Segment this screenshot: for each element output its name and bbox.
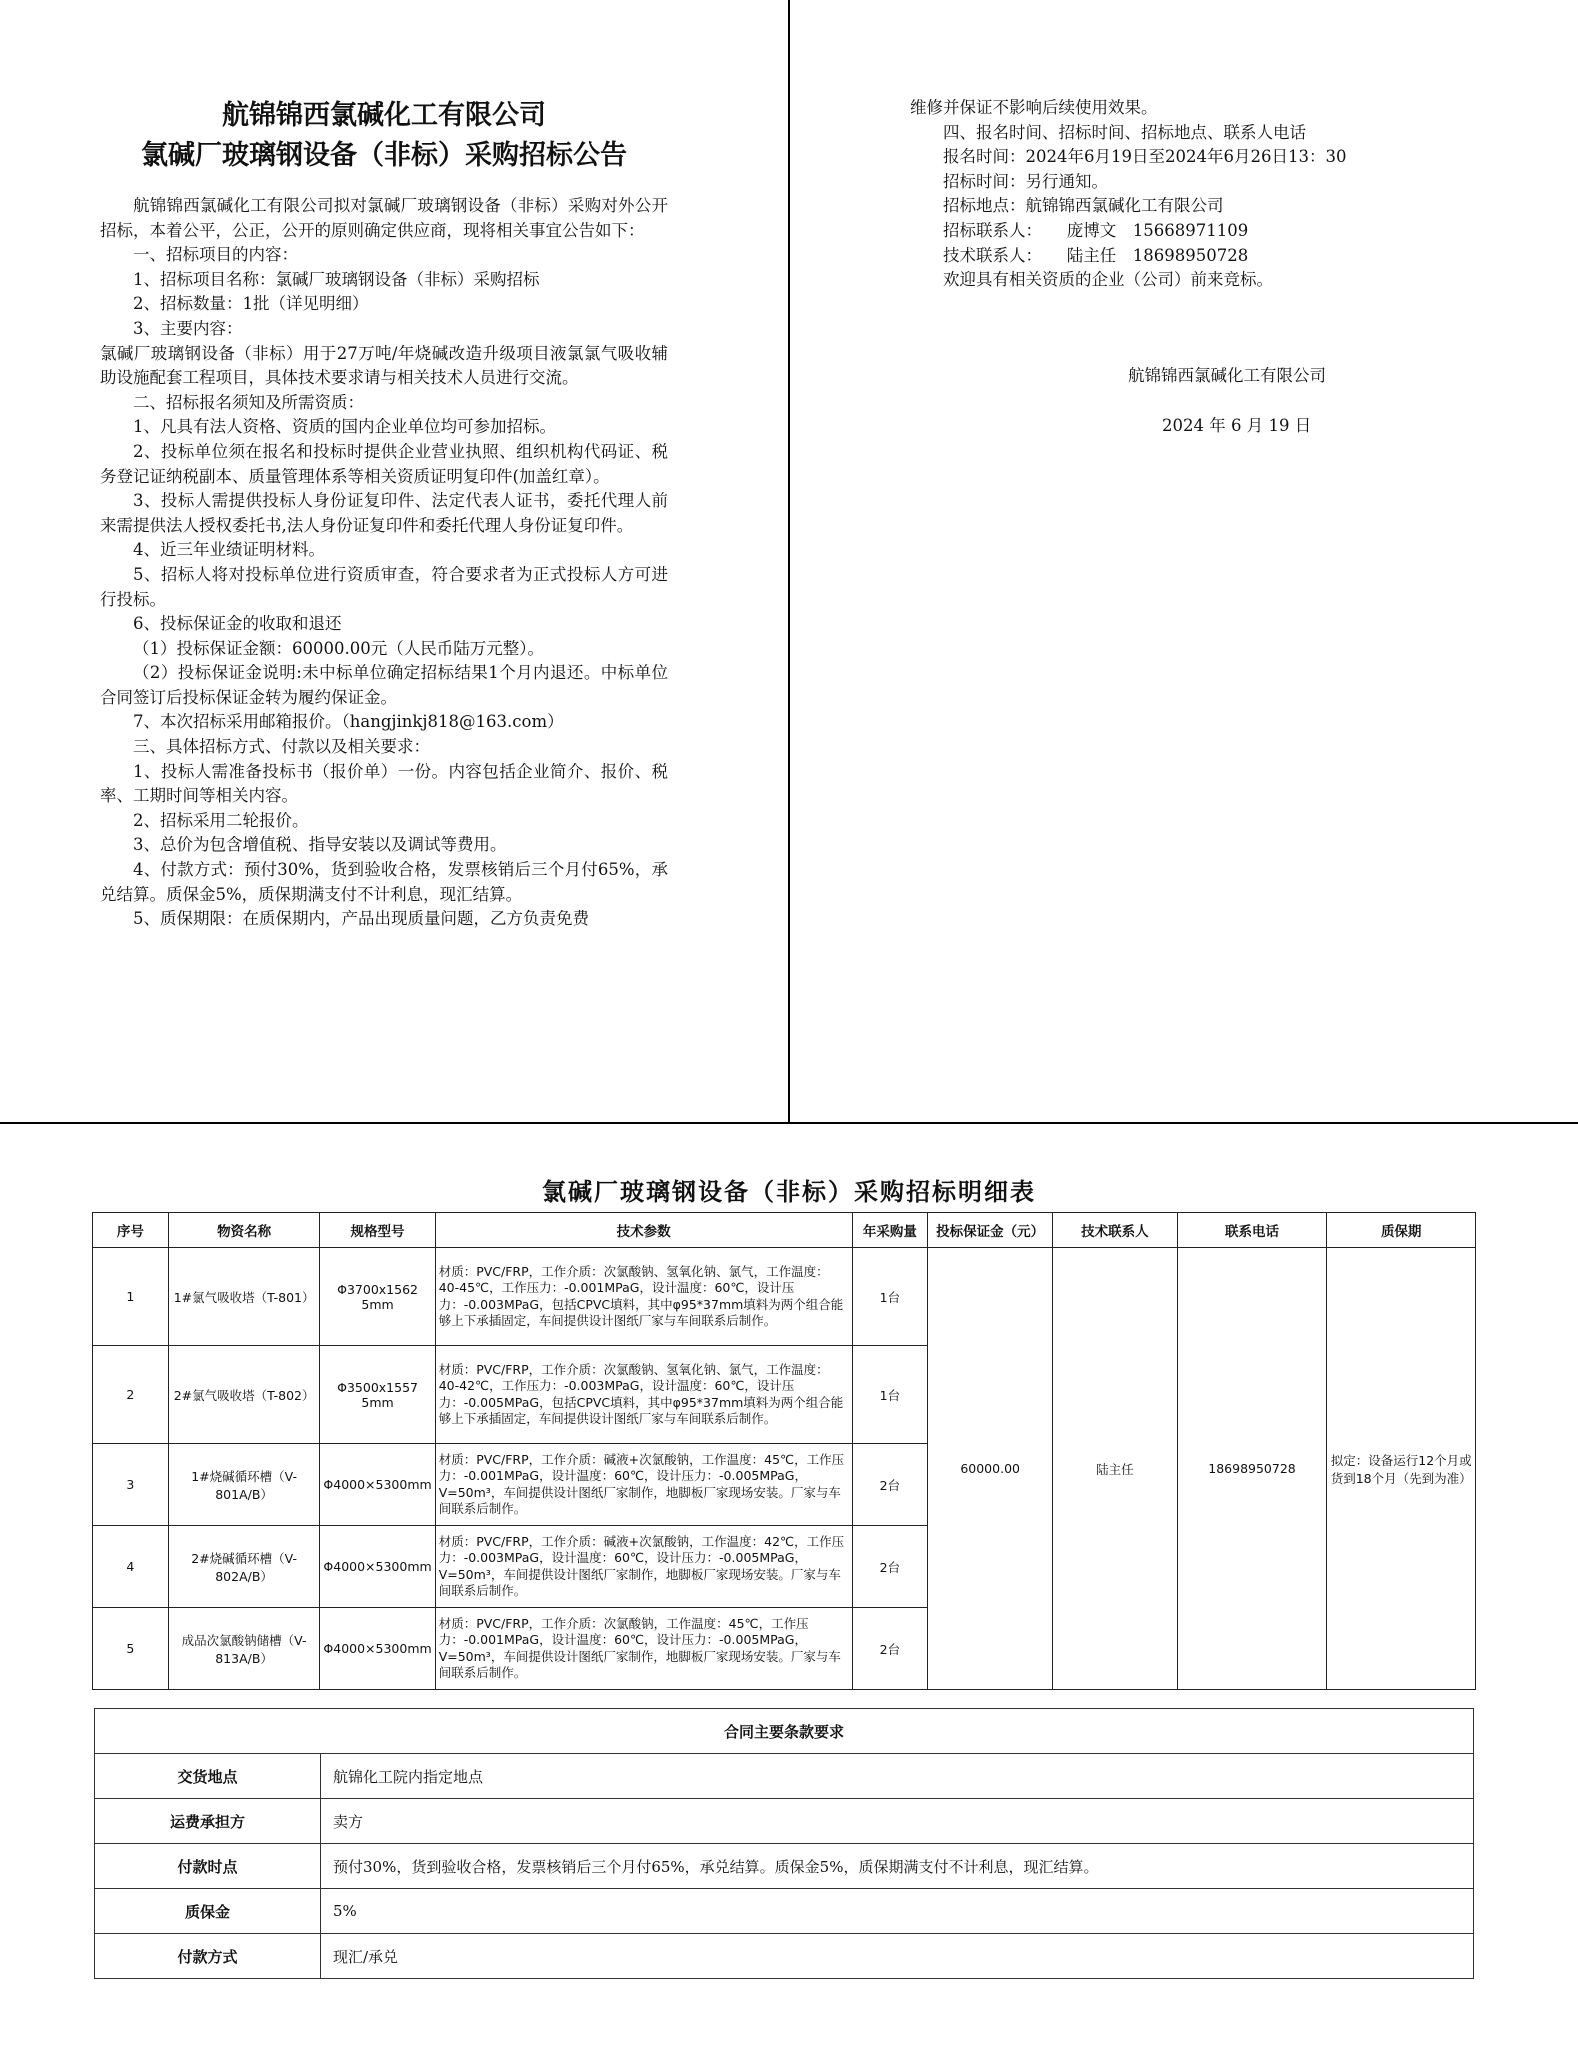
announcement-paragraph: 二、招标报名须知及所需资质：	[133, 392, 364, 412]
item-name: 1#烧碱循环槽（V-801A/B）	[168, 1444, 320, 1526]
item-name: 2#烧碱循环槽（V-802A/B）	[168, 1526, 320, 1608]
item-quantity: 1台	[852, 1346, 928, 1444]
announcement-page-2	[910, 96, 1470, 293]
contract-label: 运费承担方	[95, 1799, 321, 1844]
detail-header-cell: 联系电话	[1177, 1213, 1327, 1248]
contract-row	[95, 1799, 1474, 1844]
announcement-paragraph: 三、具体招标方式、付款以及相关要求：	[133, 737, 430, 757]
contract-title: 合同主要条款要求	[95, 1709, 1474, 1754]
detail-table	[92, 1212, 1476, 1690]
row-number: 5	[93, 1608, 169, 1690]
contract-label: 质保金	[95, 1889, 321, 1934]
row-number: 4	[93, 1526, 169, 1608]
signature-company: 航锦锦西氯碱化工有限公司	[1128, 366, 1326, 385]
announcement-paragraph: 1、凡具有法人资格、资质的国内企业单位均可参加招标。	[133, 417, 556, 437]
contract-label: 交货地点	[95, 1754, 321, 1799]
detail-header-cell: 投标保证金（元）	[928, 1213, 1053, 1248]
row-number: 1	[93, 1248, 169, 1346]
contract-value: 卖方	[321, 1799, 1474, 1844]
contract-value: 现汇/承兑	[321, 1934, 1474, 1979]
detail-header-cell: 质保期	[1327, 1213, 1476, 1248]
item-spec: Φ3500x1557 5mm	[320, 1346, 435, 1444]
announcement-paragraph: 5、招标人将对投标单位进行资质审查，符合要求者为正式投标人方可进行投标。	[100, 564, 668, 609]
notice-title: 氯碱厂玻璃钢设备（非标）采购招标公告	[141, 140, 627, 171]
detail-header-cell: 规格型号	[320, 1213, 435, 1248]
item-spec: Φ4000×5300mm	[320, 1444, 435, 1526]
detail-header-cell: 技术参数	[435, 1213, 852, 1248]
announcement-paragraph: 1、招标项目名称：氯碱厂玻璃钢设备（非标）采购招标	[133, 269, 540, 289]
contract-label: 付款方式	[95, 1934, 321, 1979]
announcement-paragraph: 6、投标保证金的收取和退还	[133, 614, 342, 634]
announcement-page-1	[100, 96, 668, 932]
contract-terms-table	[94, 1708, 1474, 1979]
announcement-paragraph: 5、质保期限：在质保期内，产品出现质量问题，乙方负责免费	[133, 909, 589, 929]
signature-date: 2024 年 6 月 19 日	[1162, 416, 1312, 435]
detail-table-title: 氯碱厂玻璃钢设备（非标）采购招标明细表	[542, 1177, 1036, 1206]
detail-table-body	[93, 1248, 1476, 1690]
row-number: 3	[93, 1444, 169, 1526]
announcement-paragraph: 报名时间：2024年6月19日至2024年6月26日13：30	[943, 147, 1347, 167]
item-tech-params: 材质：PVC/FRP，工作介质：次氯酸钠、氢氧化钠、氯气，工作温度：40-45℃，工作压力：-0.001MPaG，设计温度：60℃，设计压力：-0.003MPaG，包括CPVC填料，其中φ95*37mm填料为两个组合能够上下承插固定，车间提供设计图纸厂家与车间联系后制作。	[435, 1248, 852, 1346]
announcement-paragraph: （1）投标保证金额：60000.00元（人民币陆万元整）。	[133, 638, 544, 658]
page-divider-horizontal	[0, 1122, 1578, 1124]
announcement-paragraph: 3、主要内容：	[133, 318, 243, 338]
item-quantity: 2台	[852, 1526, 928, 1608]
detail-table-header	[93, 1213, 1476, 1248]
announcement-continued	[910, 96, 1470, 293]
announcement-paragraph: 一、招标项目的内容：	[133, 245, 298, 265]
contract-value: 航锦化工院内指定地点	[321, 1754, 1474, 1799]
table-row	[93, 1248, 1476, 1346]
item-spec: Φ3700x1562 5mm	[320, 1248, 435, 1346]
item-quantity: 2台	[852, 1608, 928, 1690]
announcement-paragraph: 四、报名时间、招标时间、招标地点、联系人电话	[943, 122, 1306, 142]
detail-header-cell: 物资名称	[168, 1213, 320, 1248]
item-name: 成品次氯酸钠储槽（V-813A/B）	[168, 1608, 320, 1690]
contract-label: 付款时点	[95, 1844, 321, 1889]
contract-row	[95, 1754, 1474, 1799]
contract-title-row	[95, 1709, 1474, 1754]
announcement-paragraph: 7、本次招标采用邮箱报价。（hangjinkj818@163.com）	[133, 712, 564, 732]
warranty-period: 拟定：设备运行12个月或货到18个月（先到为准）	[1327, 1248, 1476, 1690]
contract-value: 预付30%，货到验收合格，发票核销后三个月付65%，承兑结算。质保金5%，质保期满支付不计利息，现汇结算。	[321, 1844, 1474, 1889]
announcement-paragraph: 4、付款方式：预付30%，货到验收合格，发票核销后三个月付65%，承兑结算。质保金5%，质保期满支付不计利息，现汇结算。	[100, 860, 668, 904]
detail-header-cell: 年采购量	[852, 1213, 928, 1248]
item-name: 2#氯气吸收塔（T-802）	[168, 1346, 320, 1444]
announcement-paragraph: 技术联系人： 陆主任 18698950728	[943, 245, 1249, 265]
contract-value: 5%	[321, 1889, 1474, 1934]
contract-terms-body	[95, 1709, 1474, 1979]
item-quantity: 2台	[852, 1444, 928, 1526]
announcement-paragraph: 欢迎具有相关资质的企业（公司）前来竞标。	[943, 270, 1273, 290]
item-spec: Φ4000×5300mm	[320, 1526, 435, 1608]
bid-deposit: 60000.00	[928, 1248, 1053, 1690]
announcement-paragraph: 2、招标数量：1批（详见明细）	[133, 294, 369, 314]
contract-row	[95, 1934, 1474, 1979]
contract-row	[95, 1844, 1474, 1889]
announcement-paragraph: 招标地点：航锦锦西氯碱化工有限公司	[943, 196, 1224, 216]
item-tech-params: 材质：PVC/FRP，工作介质：次氯酸钠、氢氧化钠、氯气，工作温度：40-42℃，工作压力：-0.003MPaG，设计温度：60℃，设计压力：-0.005MPaG，包括CPVC填料，其中φ95*37mm填料为两个组合能够上下承插固定，车间提供设计图纸厂家与车间联系后制作。	[435, 1346, 852, 1444]
row-number: 2	[93, 1346, 169, 1444]
contact-phone: 18698950728	[1177, 1248, 1327, 1690]
item-tech-params: 材质：PVC/FRP，工作介质：碱液+次氯酸钠，工作温度：42℃，工作压力：-0.003MPaG，设计温度：60℃，设计压力：-0.005MPaG，V=50m³，车间提供设计图纸厂家制作，地脚板厂家现场安装。厂家与车间联系后制作。	[435, 1526, 852, 1608]
page-divider-vertical	[788, 0, 790, 1123]
announcement-paragraph: 航锦锦西氯碱化工有限公司拟对氯碱厂玻璃钢设备（非标）采购对外公开招标，本着公平，公正，公开的原则确定供应商，现将相关事宜公告如下：	[100, 196, 668, 240]
announcement-paragraph: 3、投标人需提供投标人身份证复印件、法定代表人证书，委托代理人前来需提供法人授权委托书,法人身份证复印件和委托代理人身份证复印件。	[100, 491, 668, 535]
announcement-paragraph: 氯碱厂玻璃钢设备（非标）用于27万吨/年烧碱改造升级项目液氯氯气吸收辅助设施配套工程项目，具体技术要求请与相关技术人员进行交流。	[100, 343, 668, 388]
announcement-paragraph: 2、投标单位须在报名和投标时提供企业营业执照、组织机构代码证、税务登记证纳税副本、质量管理体系等相关资质证明复印件(加盖红章）。	[100, 441, 668, 486]
item-name: 1#氯气吸收塔（T-801）	[168, 1248, 320, 1346]
announcement-body	[100, 194, 668, 932]
announcement-paragraph: 3、总价为包含增值税、指导安装以及调试等费用。	[133, 835, 507, 855]
announcement-paragraph: 1、投标人需准备投标书（报价单）一份。内容包括企业简介、报价、税率、工期时间等相关内容。	[100, 761, 668, 806]
announcement-paragraph: 招标联系人： 庞博文 15668971109	[943, 220, 1249, 240]
announcement-paragraph: （2）投标保证金说明:未中标单位确定招标结果1个月内退还。中标单位合同签订后投标保证金转为履约保证金。	[100, 663, 668, 707]
contract-row	[95, 1889, 1474, 1934]
item-spec: Φ4000×5300mm	[320, 1608, 435, 1690]
tech-contact: 陆主任	[1053, 1248, 1178, 1690]
announcement-paragraph: 4、近三年业绩证明材料。	[133, 540, 325, 560]
announcement-paragraph: 维修并保证不影响后续使用效果。	[910, 98, 1158, 117]
item-tech-params: 材质：PVC/FRP，工作介质：碱液+次氯酸钠，工作温度：45℃，工作压力：-0.001MPaG，设计温度：60℃，设计压力：-0.005MPaG，V=50m³，车间提供设计图纸厂家制作，地脚板厂家现场安装。厂家与车间联系后制作。	[435, 1444, 852, 1526]
company-title: 航锦锦西氯碱化工有限公司	[222, 100, 546, 131]
item-quantity: 1台	[852, 1248, 928, 1346]
detail-header-cell: 技术联系人	[1053, 1213, 1178, 1248]
item-tech-params: 材质：PVC/FRP，工作介质：次氯酸钠，工作温度：45℃，工作压力：-0.001MPaG，设计温度：60℃，设计压力：-0.005MPaG，V=50m³，车间提供设计图纸厂家制作，地脚板厂家现场安装。厂家与车间联系后制作。	[435, 1608, 852, 1690]
announcement-paragraph: 2、招标采用二轮报价。	[133, 810, 309, 830]
announcement-paragraph: 招标时间：另行通知。	[943, 171, 1108, 191]
detail-header-cell: 序号	[93, 1213, 169, 1248]
